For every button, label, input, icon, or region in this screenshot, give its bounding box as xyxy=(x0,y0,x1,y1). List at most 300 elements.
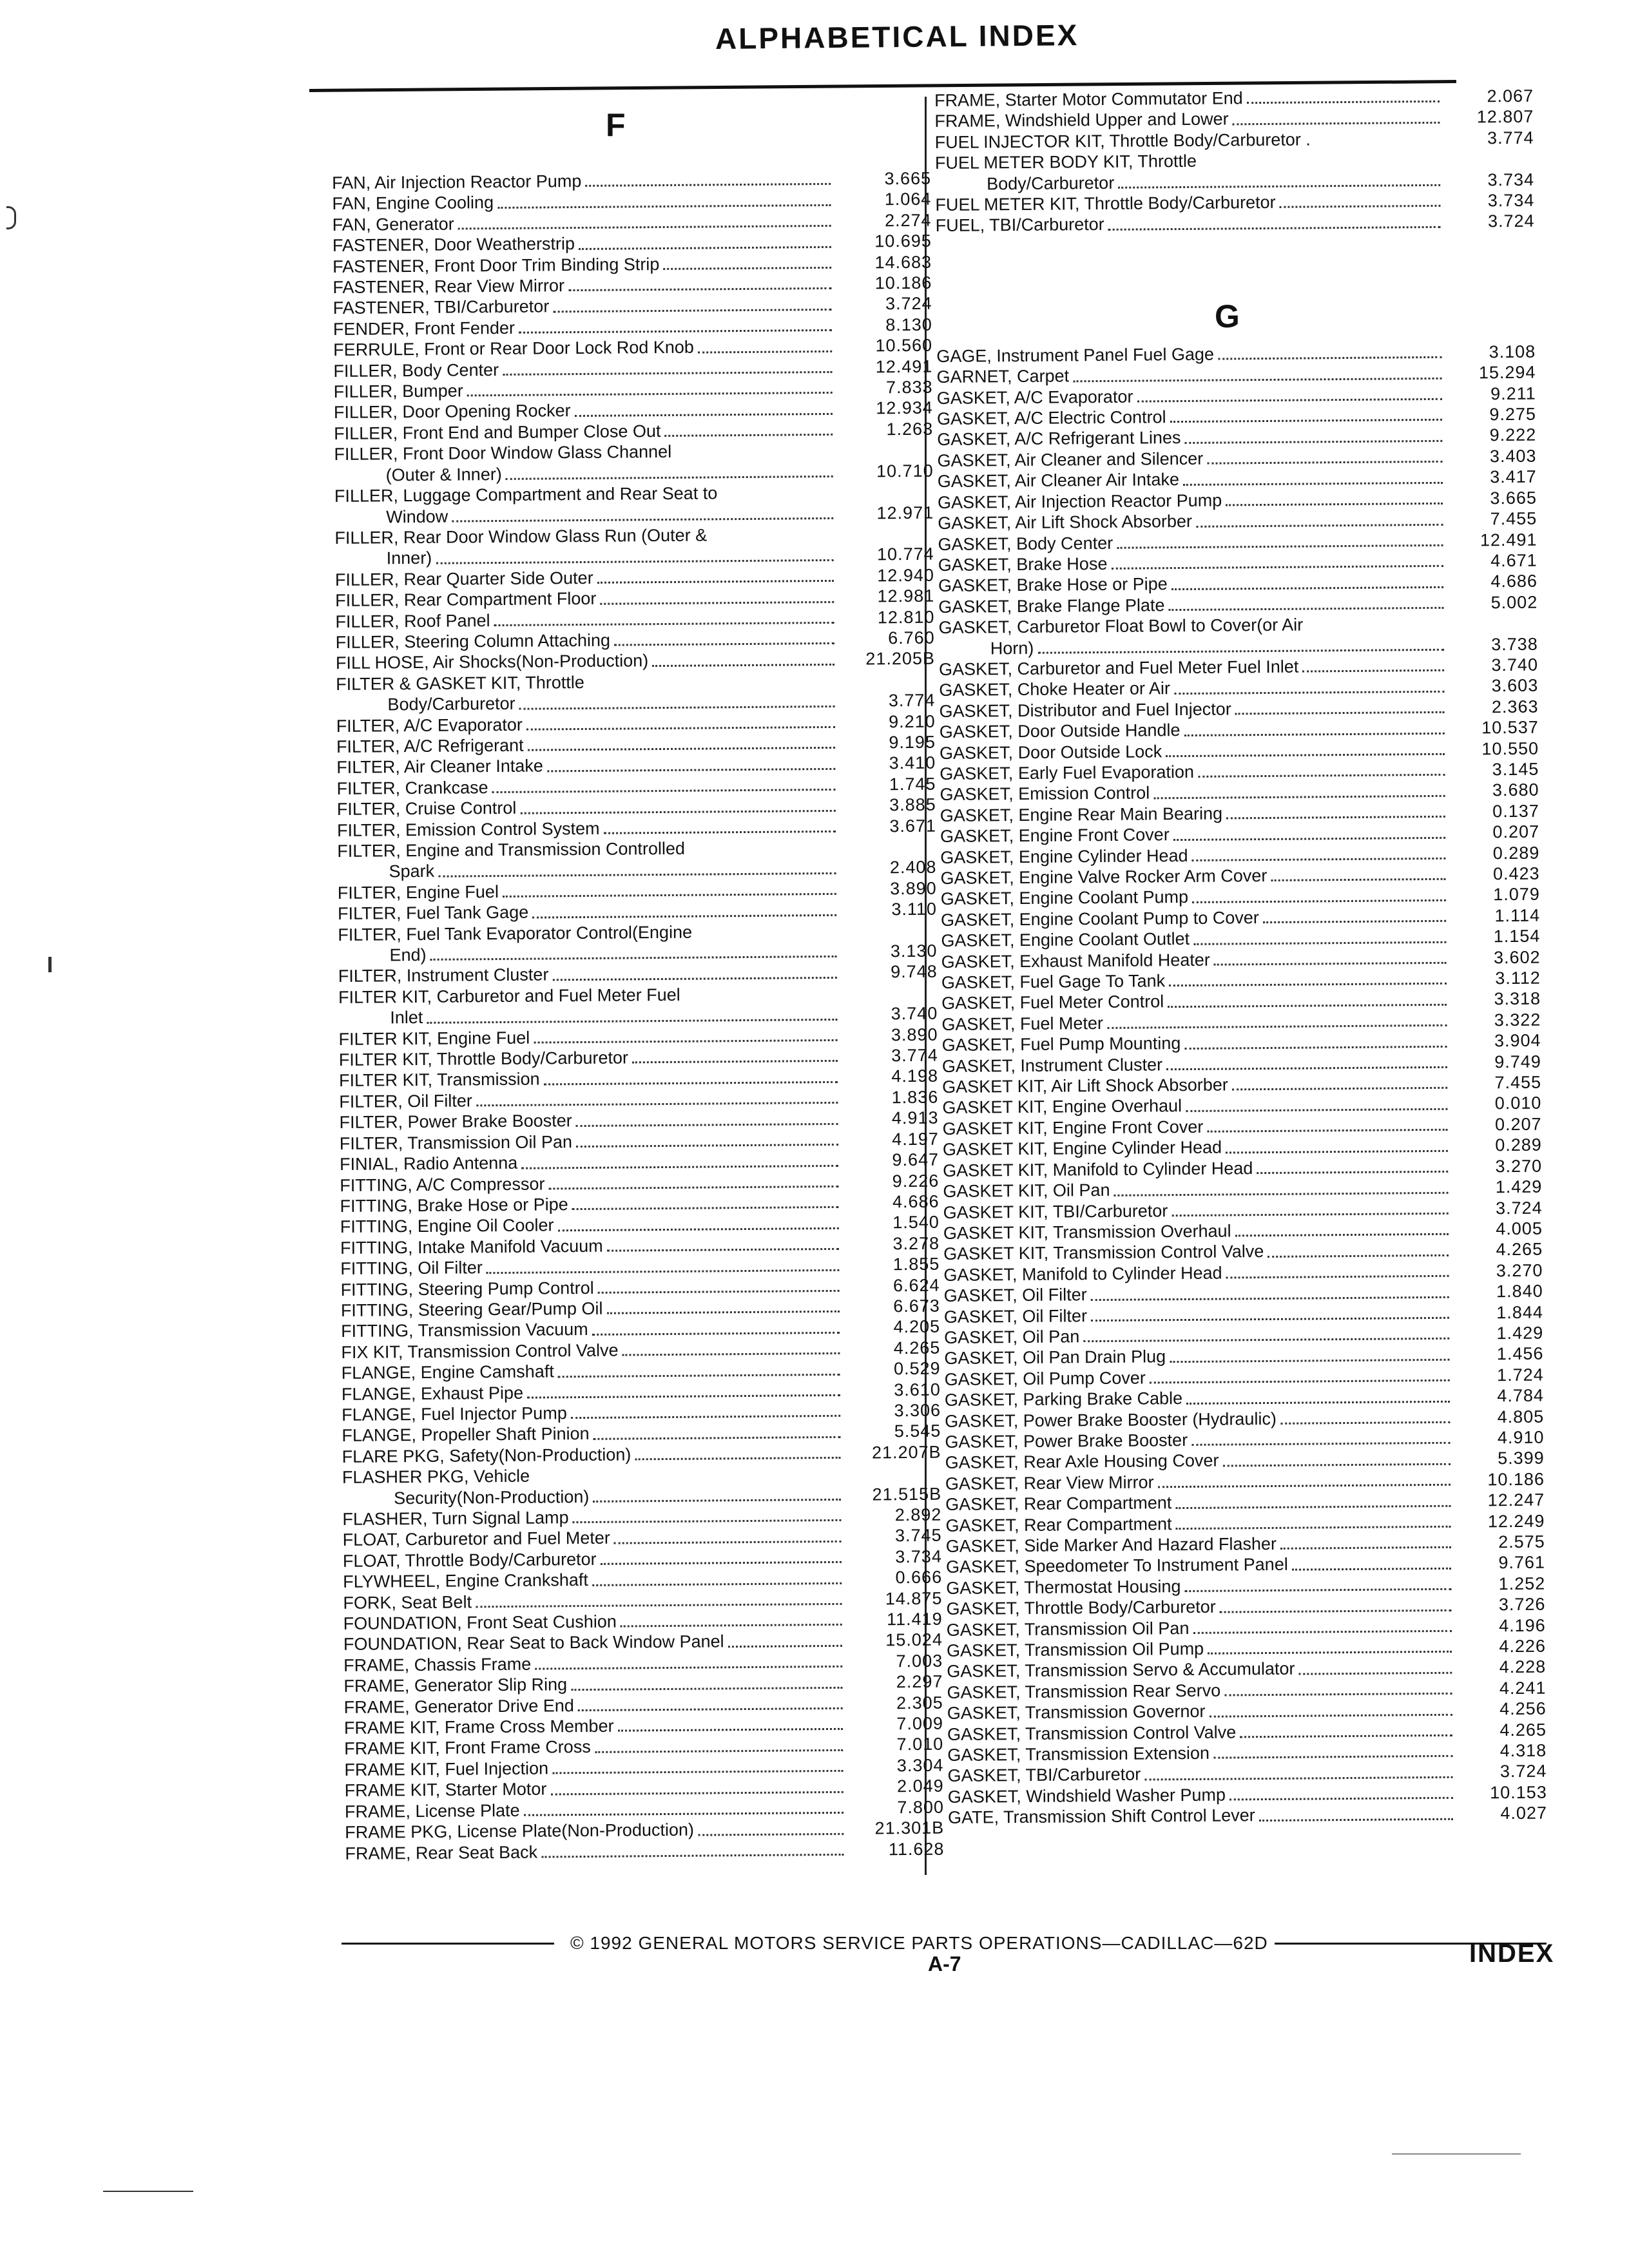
entry-page-number: 3.724 xyxy=(1499,1762,1547,1782)
entry-page-number: 6.673 xyxy=(893,1296,940,1316)
dot-leader xyxy=(458,225,831,230)
entry-page-number: 0.137 xyxy=(1492,801,1539,822)
dot-leader xyxy=(430,956,837,961)
entry-name: GASKET, Carburetor and Fuel Meter Fuel Inlet xyxy=(938,657,1299,679)
dot-leader xyxy=(597,580,834,584)
dot-leader xyxy=(535,1666,842,1670)
entry-name: GASKET, Transmission Extension xyxy=(947,1743,1210,1765)
entry-name: FILTER, Crankcase xyxy=(336,777,488,798)
dot-leader xyxy=(1218,356,1441,360)
entry-page-number: 4.197 xyxy=(892,1129,939,1149)
entry-name: FRAME KIT, Front Frame Cross xyxy=(344,1737,591,1759)
section-letter-f: F xyxy=(606,107,626,143)
dot-leader xyxy=(1186,1400,1450,1404)
entry-name: GASKET, Brake Hose xyxy=(938,553,1108,575)
entry-page-number: 9.195 xyxy=(889,732,936,753)
entry-name: FILTER, Engine and Transmission Controlled xyxy=(337,838,686,861)
dot-leader xyxy=(521,1164,838,1169)
entry-name: FITTING, Intake Manifold Vacuum xyxy=(340,1236,603,1258)
entry-name: GAGE, Instrument Panel Fuel Gage xyxy=(936,344,1215,366)
entry-name: GASKET, Windshield Washer Pump xyxy=(947,1785,1226,1807)
dot-leader xyxy=(1235,711,1445,715)
entry-name: GASKET, Power Brake Booster (Hydraulic) xyxy=(945,1408,1277,1431)
entry-name: GASKET, Body Center xyxy=(938,533,1113,554)
dot-leader xyxy=(548,1186,838,1190)
dot-leader xyxy=(1213,1755,1452,1759)
dot-leader xyxy=(534,1039,837,1044)
entry-name: GASKET, Door Outside Handle xyxy=(939,720,1181,742)
entry-page-number: 4.686 xyxy=(1490,571,1538,591)
dot-leader xyxy=(1280,205,1441,208)
dot-leader xyxy=(618,1728,843,1732)
entry-page-number: 12.981 xyxy=(877,586,935,606)
dot-leader xyxy=(568,287,831,291)
entry-name: FLANGE, Propeller Shaft Pinion xyxy=(342,1424,590,1446)
entry-name: GASKET, Engine Valve Rocker Arm Cover xyxy=(940,865,1268,888)
entry-page-number: 3.322 xyxy=(1494,1010,1541,1030)
dot-leader xyxy=(1191,1442,1450,1446)
dot-leader xyxy=(595,1749,843,1753)
entry-page-number: 3.890 xyxy=(891,1024,938,1044)
dot-leader xyxy=(524,1812,843,1816)
entry-name: FAN, Air Injection Reactor Pump xyxy=(332,171,582,193)
entry-name: GASKET, Rear Compartment xyxy=(945,1514,1172,1535)
entry-page-number: 1.064 xyxy=(884,189,932,209)
entry-page-number: 1.252 xyxy=(1498,1573,1546,1594)
entry-page-number: 6.760 xyxy=(888,628,935,648)
entry-page-number: 3.318 xyxy=(1494,989,1541,1009)
entry-name: GASKET KIT, Air Lift Shock Absorber xyxy=(942,1075,1228,1097)
dot-leader xyxy=(1192,899,1446,903)
entry-page-number: 3.890 xyxy=(890,878,937,899)
entry-page-number: 12.940 xyxy=(877,565,935,586)
left-column xyxy=(332,168,945,1864)
entry-page-number: 4.265 xyxy=(1496,1239,1543,1260)
entry-name: FILTER, Engine Fuel xyxy=(337,881,499,903)
entry-page-number: 7.003 xyxy=(896,1651,943,1671)
entry-page-number: 4.805 xyxy=(1497,1407,1545,1427)
dot-leader xyxy=(575,413,833,417)
scan-mark xyxy=(48,957,52,972)
entry-name: FILTER, Air Cleaner Intake xyxy=(336,756,543,778)
dot-leader xyxy=(547,768,835,773)
dot-leader xyxy=(1158,1484,1451,1488)
entry-page-number: 3.774 xyxy=(1487,128,1534,148)
entry-page-number: 7.800 xyxy=(897,1797,945,1817)
dot-leader xyxy=(1184,732,1445,736)
entry-page-number: 5.545 xyxy=(894,1421,941,1441)
entry-name: Spark xyxy=(389,861,435,881)
entry-name: FILLER, Bumper xyxy=(333,381,463,402)
entry-page-number: 8.130 xyxy=(885,314,932,335)
dot-leader xyxy=(1037,649,1443,654)
entry-page-number: 4.027 xyxy=(1500,1803,1548,1823)
dot-leader xyxy=(492,789,836,793)
entry-page-number: 9.275 xyxy=(1489,404,1537,425)
entry-name: FRAME KIT, Frame Cross Member xyxy=(343,1716,614,1738)
entry-page-number: 1.745 xyxy=(889,774,936,794)
entry-page-number: 4.265 xyxy=(893,1338,941,1358)
entry-name: Window xyxy=(386,506,448,526)
entry-name: GASKET, Air Cleaner and Silencer xyxy=(937,448,1204,470)
dot-leader xyxy=(476,1603,842,1608)
entry-name: Body/Carburetor xyxy=(987,173,1115,193)
dot-leader xyxy=(1299,1672,1452,1675)
dot-leader xyxy=(1193,941,1446,945)
dot-leader xyxy=(527,1394,840,1399)
dot-leader xyxy=(664,434,833,437)
entry-name: FLOAT, Carburetor and Fuel Meter xyxy=(342,1528,610,1550)
entry-name: GASKET KIT, Transmission Overhaul xyxy=(943,1221,1231,1243)
scan-mark xyxy=(6,206,16,229)
entry-name: GASKET, Transmission Governor xyxy=(947,1702,1206,1724)
entry-name: FRAME, License Plate xyxy=(344,1800,520,1821)
entry-page-number: 3.724 xyxy=(885,294,932,314)
entry-name: GASKET, Oil Pan xyxy=(944,1327,1080,1347)
entry-name: FRAME, Chassis Frame xyxy=(343,1654,532,1675)
entry-name: GASKET, Fuel Meter Control xyxy=(941,992,1164,1014)
entry-page-number: 3.130 xyxy=(890,941,938,961)
dot-leader xyxy=(519,329,832,334)
dot-leader xyxy=(520,809,835,814)
dot-leader xyxy=(1107,1024,1447,1029)
entry-page-number: 12.971 xyxy=(876,503,934,523)
dot-leader xyxy=(1235,1233,1449,1237)
entry-page-number: 1.154 xyxy=(1493,926,1541,947)
entry-page-number: 4.005 xyxy=(1496,1218,1543,1239)
entry-name: FRAME, Generator Drive End xyxy=(343,1695,574,1717)
entry-name: FLARE PKG, Safety(Non-Production) xyxy=(342,1445,631,1466)
entry-page-number: 1.844 xyxy=(1496,1302,1544,1322)
dot-leader xyxy=(557,1227,838,1231)
entry-page-number: 4.265 xyxy=(1499,1720,1547,1740)
entry-name: FILTER, A/C Refrigerant xyxy=(336,735,524,756)
entry-page-number: 4.784 xyxy=(1497,1385,1545,1406)
entry-name: GASKET, Power Brake Booster xyxy=(945,1430,1188,1452)
entry-page-number: 3.610 xyxy=(894,1379,941,1399)
entry-page-number: 5.002 xyxy=(1490,592,1538,612)
page-number: A-7 xyxy=(928,1952,961,1975)
entry-name: FRAME, Generator Slip Ring xyxy=(343,1675,568,1696)
dot-leader xyxy=(436,559,833,564)
dot-leader xyxy=(438,872,836,878)
entry-page-number: 1.079 xyxy=(1493,885,1540,905)
entry-name: FLOAT, Throttle Body/Carburetor xyxy=(342,1549,597,1571)
dot-leader xyxy=(1176,1526,1451,1530)
entry-name: FIX KIT, Transmission Control Valve xyxy=(341,1340,619,1362)
entry-name: FILTER, Fuel Tank Gage xyxy=(337,902,529,924)
footer xyxy=(342,1933,1547,1954)
entry-name: FUEL, TBI/Carburetor xyxy=(935,215,1104,236)
entry-name: FRAME, Starter Motor Commutator End xyxy=(934,88,1243,110)
entry-page-number: 12.934 xyxy=(876,398,934,418)
dot-leader xyxy=(1117,544,1443,549)
entry-name: FLANGE, Engine Camshaft xyxy=(341,1361,554,1383)
entry-name: GASKET, Brake Hose or Pipe xyxy=(938,574,1168,596)
dot-leader xyxy=(1175,1504,1451,1508)
entry-name: FRAME, Windshield Upper and Lower xyxy=(934,109,1229,131)
dot-leader xyxy=(576,1123,838,1127)
dot-leader xyxy=(506,476,833,480)
entry-page-number: 2.575 xyxy=(1498,1532,1545,1552)
entry-page-number: 9.226 xyxy=(892,1171,940,1191)
dot-leader xyxy=(1153,795,1445,800)
entry-page-number: 4.226 xyxy=(1499,1636,1547,1657)
dot-leader xyxy=(553,309,831,312)
entry-name: FILLER, Front Door Window Glass Channel xyxy=(334,442,672,465)
entry-page-number: 7.455 xyxy=(1494,1072,1542,1093)
entry-name: GASKET, Engine Front Cover xyxy=(940,825,1170,847)
entry-page-number: 3.304 xyxy=(896,1755,944,1776)
entry-page-number: 10.560 xyxy=(875,335,933,356)
entry-page-number: 1.855 xyxy=(892,1254,940,1274)
dot-leader xyxy=(1226,816,1445,820)
scan-mark xyxy=(1392,2153,1521,2155)
entry-page-number: 10.710 xyxy=(876,461,934,481)
entry-page-number: 9.749 xyxy=(1494,1052,1541,1072)
entry-name: GASKET, TBI/Carburetor xyxy=(947,1765,1141,1786)
dot-leader xyxy=(573,1519,842,1523)
entry-page-number: 10.186 xyxy=(874,273,932,293)
entry-name: FILLER, Luggage Compartment and Rear Seat to xyxy=(334,483,718,506)
entry-name: GASKET, Thermostat Housing xyxy=(946,1576,1181,1598)
entry-name: GASKET, Rear Compartment xyxy=(945,1493,1172,1515)
entry-page-number: 7.455 xyxy=(1490,508,1537,529)
entry-name: GASKET, Parking Brake Cable xyxy=(944,1389,1183,1410)
entry-name: Horn) xyxy=(990,638,1034,658)
dot-leader xyxy=(467,392,833,396)
entry-name: FILLER, Front End and Bumper Close Out xyxy=(334,421,661,443)
entry-name: FILTER, Instrument Cluster xyxy=(338,965,549,986)
entry-page-number: 5.399 xyxy=(1498,1448,1545,1468)
footer-copyright: © 1992 GENERAL MOTORS SERVICE PARTS OPERATIONS—CADILLAC—62D xyxy=(570,1933,1268,1953)
entry-page-number: 3.306 xyxy=(894,1400,941,1421)
entry-page-number: 0.423 xyxy=(1492,863,1540,884)
entry-page-number: 3.738 xyxy=(1491,634,1538,654)
entry-page-number: 21.205B xyxy=(865,649,936,669)
entry-name: GASKET, Air Cleaner Air Intake xyxy=(937,470,1180,492)
entry-page-number: 3.665 xyxy=(1490,488,1537,508)
dot-leader xyxy=(593,1499,841,1503)
dot-leader xyxy=(600,601,834,604)
entry-name: FILLER, Rear Door Window Glass Run (Outer & xyxy=(334,525,708,548)
entry-page-number: 3.112 xyxy=(1495,968,1541,988)
entry-page-number: 3.724 xyxy=(1495,1198,1543,1218)
entry-name: GASKET, Oil Pump Cover xyxy=(944,1368,1146,1389)
entry-name: FRAME KIT, Starter Motor xyxy=(344,1779,547,1801)
dot-leader xyxy=(1224,1693,1452,1696)
dot-leader xyxy=(1229,1797,1453,1801)
entry-name: (Outer & Inner) xyxy=(385,464,502,485)
entry-name: GASKET, Engine Rear Main Bearing xyxy=(940,803,1223,825)
entry-name: FENDER, Front Fender xyxy=(333,318,516,339)
dot-leader xyxy=(1150,1379,1450,1384)
entry-page-number: 1.840 xyxy=(1496,1281,1543,1302)
dot-leader xyxy=(503,893,836,898)
entry-name: FRAME, Rear Seat Back xyxy=(345,1842,538,1863)
dot-leader xyxy=(1091,1317,1449,1321)
entry-name: GASKET KIT, Oil Pan xyxy=(943,1180,1110,1202)
dot-leader xyxy=(1257,1171,1448,1174)
entry-page-number: 21.301B xyxy=(874,1818,945,1838)
entry-page-number: 9.222 xyxy=(1489,425,1537,445)
section-letter-g: G xyxy=(1215,298,1240,334)
entry-page-number: 3.417 xyxy=(1490,466,1537,487)
dot-leader xyxy=(1207,1129,1447,1133)
dot-leader xyxy=(728,1645,842,1648)
entry-page-number: 1.114 xyxy=(1494,905,1541,926)
entry-name: Inner) xyxy=(386,548,432,568)
entry-page-number: 3.278 xyxy=(892,1233,940,1253)
entry-page-number: 3.671 xyxy=(889,816,937,836)
entry-name: FITTING, Engine Oil Cooler xyxy=(340,1215,554,1237)
dot-leader xyxy=(652,664,834,667)
entry-page-number: 12.247 xyxy=(1487,1490,1545,1510)
dot-leader xyxy=(1170,419,1442,423)
entry-name: FINIAL, Radio Antenna xyxy=(339,1153,518,1175)
entry-page-number: 3.734 xyxy=(1487,190,1535,211)
entry-page-number: 2.305 xyxy=(896,1693,943,1713)
dot-leader xyxy=(579,246,831,250)
entry-name: Security(Non-Production) xyxy=(394,1486,590,1508)
entry-page-number: 3.270 xyxy=(1496,1260,1543,1280)
dot-leader xyxy=(541,1854,843,1858)
entry-page-number: 4.671 xyxy=(1490,550,1537,571)
dot-leader xyxy=(1207,461,1442,465)
entry-page-number: 4.241 xyxy=(1499,1678,1547,1698)
dot-leader xyxy=(1196,523,1443,527)
dot-leader xyxy=(601,1561,842,1565)
dot-leader xyxy=(1169,607,1444,611)
entry-name: GARNET, Carpet xyxy=(936,366,1070,387)
scan-mark xyxy=(103,2191,193,2192)
dot-leader xyxy=(1166,1066,1447,1070)
entry-page-number: 3.904 xyxy=(1494,1030,1541,1051)
entry-page-number: 15.024 xyxy=(885,1630,943,1650)
dot-leader xyxy=(1240,1735,1452,1738)
entry-name: FILTER KIT, Throttle Body/Carburetor xyxy=(338,1048,629,1070)
entry-page-number: 2.297 xyxy=(896,1671,943,1692)
dot-leader xyxy=(1184,1588,1451,1592)
entry-name: FILTER, Oil Filter xyxy=(339,1091,472,1111)
dot-leader xyxy=(544,1081,838,1086)
entry-page-number: 11.628 xyxy=(888,1839,945,1859)
entry-page-number: 2.049 xyxy=(897,1776,944,1796)
dot-leader xyxy=(698,351,832,354)
dot-leader xyxy=(585,183,831,187)
entry-page-number: 3.403 xyxy=(1489,446,1537,466)
entry-name: GASKET, Air Injection Reactor Pump xyxy=(937,490,1222,512)
entry-page-number: 0.207 xyxy=(1494,1114,1542,1135)
entry-page-number: 4.196 xyxy=(1499,1615,1546,1635)
dot-leader xyxy=(1232,1087,1447,1091)
index-entry xyxy=(345,1838,944,1864)
dot-leader xyxy=(1302,669,1444,673)
dot-leader xyxy=(663,267,831,270)
entry-name: GASKET, Distributor and Fuel Injector xyxy=(939,699,1231,721)
entry-name: GASKET, Emission Control xyxy=(940,783,1150,805)
dot-leader xyxy=(592,1582,842,1586)
entry-page-number: 3.734 xyxy=(895,1546,943,1567)
entry-page-number: 1.836 xyxy=(891,1087,939,1108)
dot-leader xyxy=(1208,1651,1452,1655)
entry-page-number: 3.740 xyxy=(1491,655,1539,675)
dot-leader xyxy=(476,1102,838,1106)
entry-page-number: 3.724 xyxy=(1487,211,1535,231)
right-column-f-entries xyxy=(934,86,1535,236)
entry-page-number: 10.153 xyxy=(1490,1782,1547,1803)
entry-name: FLANGE, Exhaust Pipe xyxy=(341,1383,524,1404)
entry-page-number: 15.294 xyxy=(1478,362,1536,383)
dot-leader xyxy=(614,642,834,646)
dot-leader xyxy=(552,977,836,981)
entry-page-number: 9.210 xyxy=(889,711,936,731)
dot-leader xyxy=(452,517,833,523)
dot-leader xyxy=(571,1687,842,1691)
dot-leader xyxy=(614,1541,842,1544)
entry-page-number: 3.740 xyxy=(891,1003,938,1024)
entry-page-number: 1.456 xyxy=(1496,1343,1544,1364)
entry-page-number: 12.491 xyxy=(1480,530,1537,550)
dot-leader xyxy=(427,1019,837,1024)
entry-name: FAN, Engine Cooling xyxy=(332,193,494,214)
entry-page-number: 10.537 xyxy=(1481,717,1539,738)
dot-leader xyxy=(558,1373,840,1377)
dot-leader xyxy=(1171,586,1443,590)
entry-page-number: 14.875 xyxy=(885,1588,943,1608)
entry-page-number: 2.274 xyxy=(884,210,932,231)
entry-page-number: 3.110 xyxy=(891,899,938,919)
entry-name: GASKET KIT, Engine Cylinder Head xyxy=(942,1137,1222,1160)
entry-page-number: 4.910 xyxy=(1497,1427,1545,1448)
section-gap xyxy=(936,232,1536,346)
dot-leader xyxy=(1192,858,1446,861)
entry-name: FASTENER, TBI/Carburetor xyxy=(333,296,550,318)
dot-leader xyxy=(1083,1338,1449,1342)
entry-page-number: 12.249 xyxy=(1487,1511,1545,1531)
entry-name: FILL HOSE, Air Shocks(Non-Production) xyxy=(335,651,649,673)
entry-name: GASKET, Brake Flange Plate xyxy=(938,595,1165,617)
entry-name: FOUNDATION, Front Seat Cushion xyxy=(343,1611,617,1633)
entry-page-number: 0.289 xyxy=(1492,843,1540,863)
dot-leader xyxy=(1186,1108,1447,1112)
entry-page-number: 0.666 xyxy=(895,1567,943,1588)
entry-page-number: 1.263 xyxy=(886,419,934,439)
dot-leader xyxy=(572,1206,839,1210)
entry-name: GASKET, Oil Filter xyxy=(943,1285,1087,1306)
dot-leader xyxy=(598,1290,840,1294)
entry-name: FITTING, Oil Filter xyxy=(340,1258,483,1279)
dot-leader xyxy=(1184,440,1442,444)
entry-page-number: 3.734 xyxy=(1487,169,1535,189)
entry-page-number: 0.289 xyxy=(1495,1135,1543,1155)
dot-leader xyxy=(621,1624,842,1628)
entry-page-number: 3.774 xyxy=(888,690,936,711)
entry-name: End) xyxy=(389,945,427,965)
index-label: INDEX xyxy=(1469,1939,1555,1968)
dot-leader xyxy=(698,1832,843,1836)
entry-page-number: 3.745 xyxy=(894,1526,942,1546)
entry-page-number: 3.885 xyxy=(889,794,936,815)
entry-name: GASKET, Oil Filter xyxy=(943,1305,1088,1327)
entry-name: GASKET, Fuel Meter xyxy=(941,1013,1104,1034)
entry-name: GASKET KIT, Engine Front Cover xyxy=(942,1117,1204,1139)
entry-page-number: 21.207B xyxy=(871,1442,941,1463)
entry-name: GASKET, Transmission Oil Pump xyxy=(946,1639,1204,1660)
dot-leader xyxy=(1091,1296,1449,1300)
entry-name: FLASHER PKG, Vehicle xyxy=(342,1466,530,1488)
dot-leader xyxy=(604,831,836,834)
